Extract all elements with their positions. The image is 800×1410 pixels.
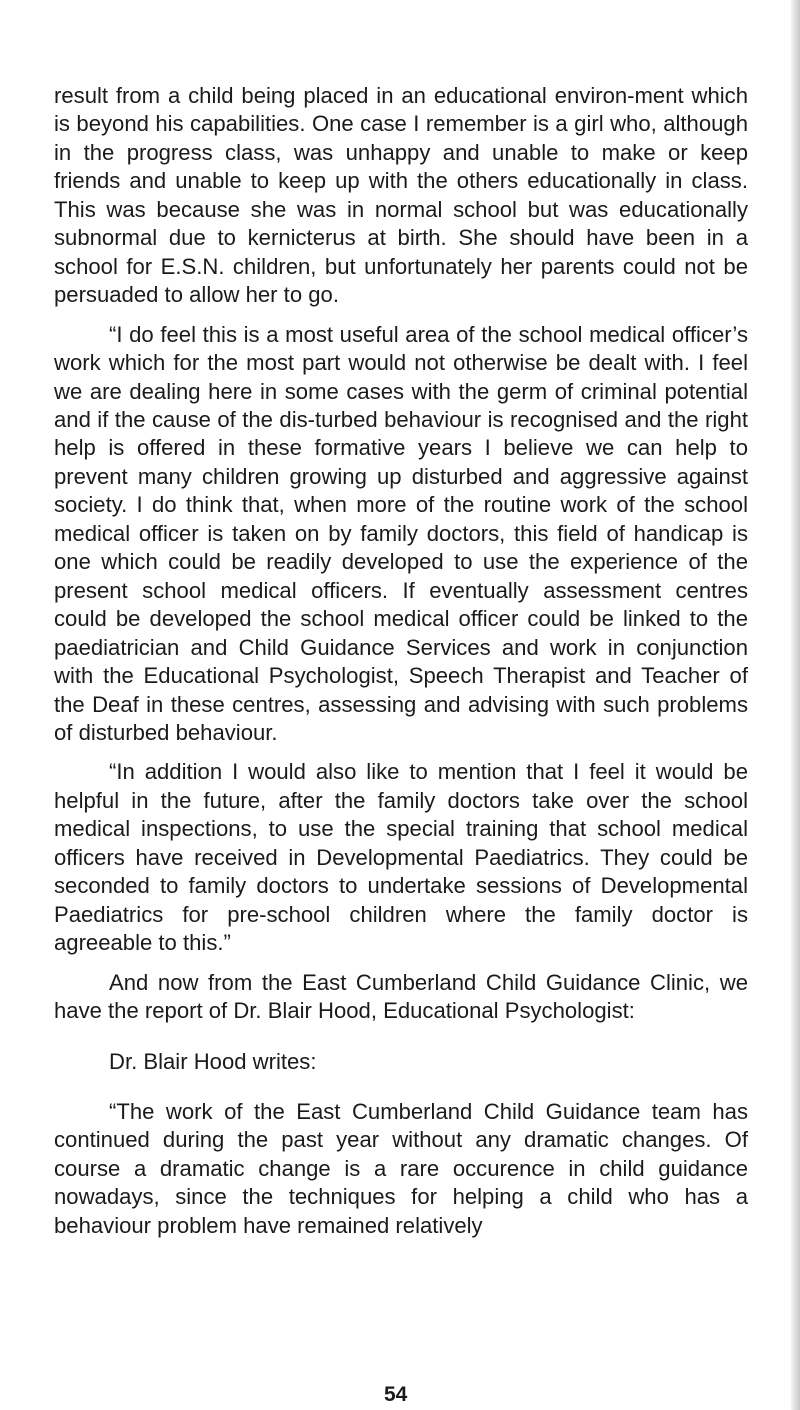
- paragraph-child-guidance-report: “The work of the East Cumberland Child Guidance team has continued during the past year without any dramatic changes. Of course a dramatic change is a rare occurence in child guidance nowadays, since the techniques for helping a child who has a behaviour problem have remained relatively: [54, 1098, 748, 1238]
- page-number: 54: [384, 1383, 408, 1406]
- paragraph-introduction-report: And now from the East Cumberland Child Guidance Clinic, we have the report of Dr. Blair Hood, Educational Psychologist:: [54, 969, 748, 1024]
- page-edge-shadow: [791, 0, 800, 1410]
- body-text: [54, 82, 748, 1240]
- paragraph-developmental-paediatrics: “In addition I would also like to mention that I feel it would be helpful in the future, after the family doctors take over the school medical inspections, to use the special training that school medical officers have received in Developmental Paediatrics. They could be seconded to family doctors to undertake sessions of Developmental Paediatrics for pre-school children where the family doctor is agreeable to this.”: [54, 759, 748, 956]
- paragraph-school-medical-officer: “I do feel this is a most useful area of the school medical officer’s work which for the most part would not otherwise be dealt with. I feel we are dealing here in some cases with the germ of criminal potential and if the cause of the dis-turbed behaviour is recognised and the right help is offered in these formative years I believe we can help to prevent many children growing up disturbed and aggressive against society. I do think that, when more of the routine work of the school medical officer is taken on by family doctors, this field of handicap is one which could be readily developed to use the experience of the present school medical officers. If eventually assessment centres could be developed the school medical officer could be linked to the paediatrician and Child Guidance Services and work in conjunction with the Educational Psychologist, Speech Therapist and Teacher of the Deaf in these centres, assessing and advising with such problems of disturbed behaviour.: [54, 321, 748, 745]
- paragraph-continuation: result from a child being placed in an educational environ-ment which is beyond his capabilities. One case I remember is a girl who, although in the progress class, was unhappy and unable to make or keep friends and unable to keep up with the others educationally in class. This was because she was in normal school but was educationally subnormal due to kernicterus at birth. She should have been in a school for E.S.N. children, but unfortunately her parents could not be persuaded to allow her to go.: [54, 83, 748, 308]
- paragraph-author-writes: Dr. Blair Hood writes:: [109, 1048, 317, 1074]
